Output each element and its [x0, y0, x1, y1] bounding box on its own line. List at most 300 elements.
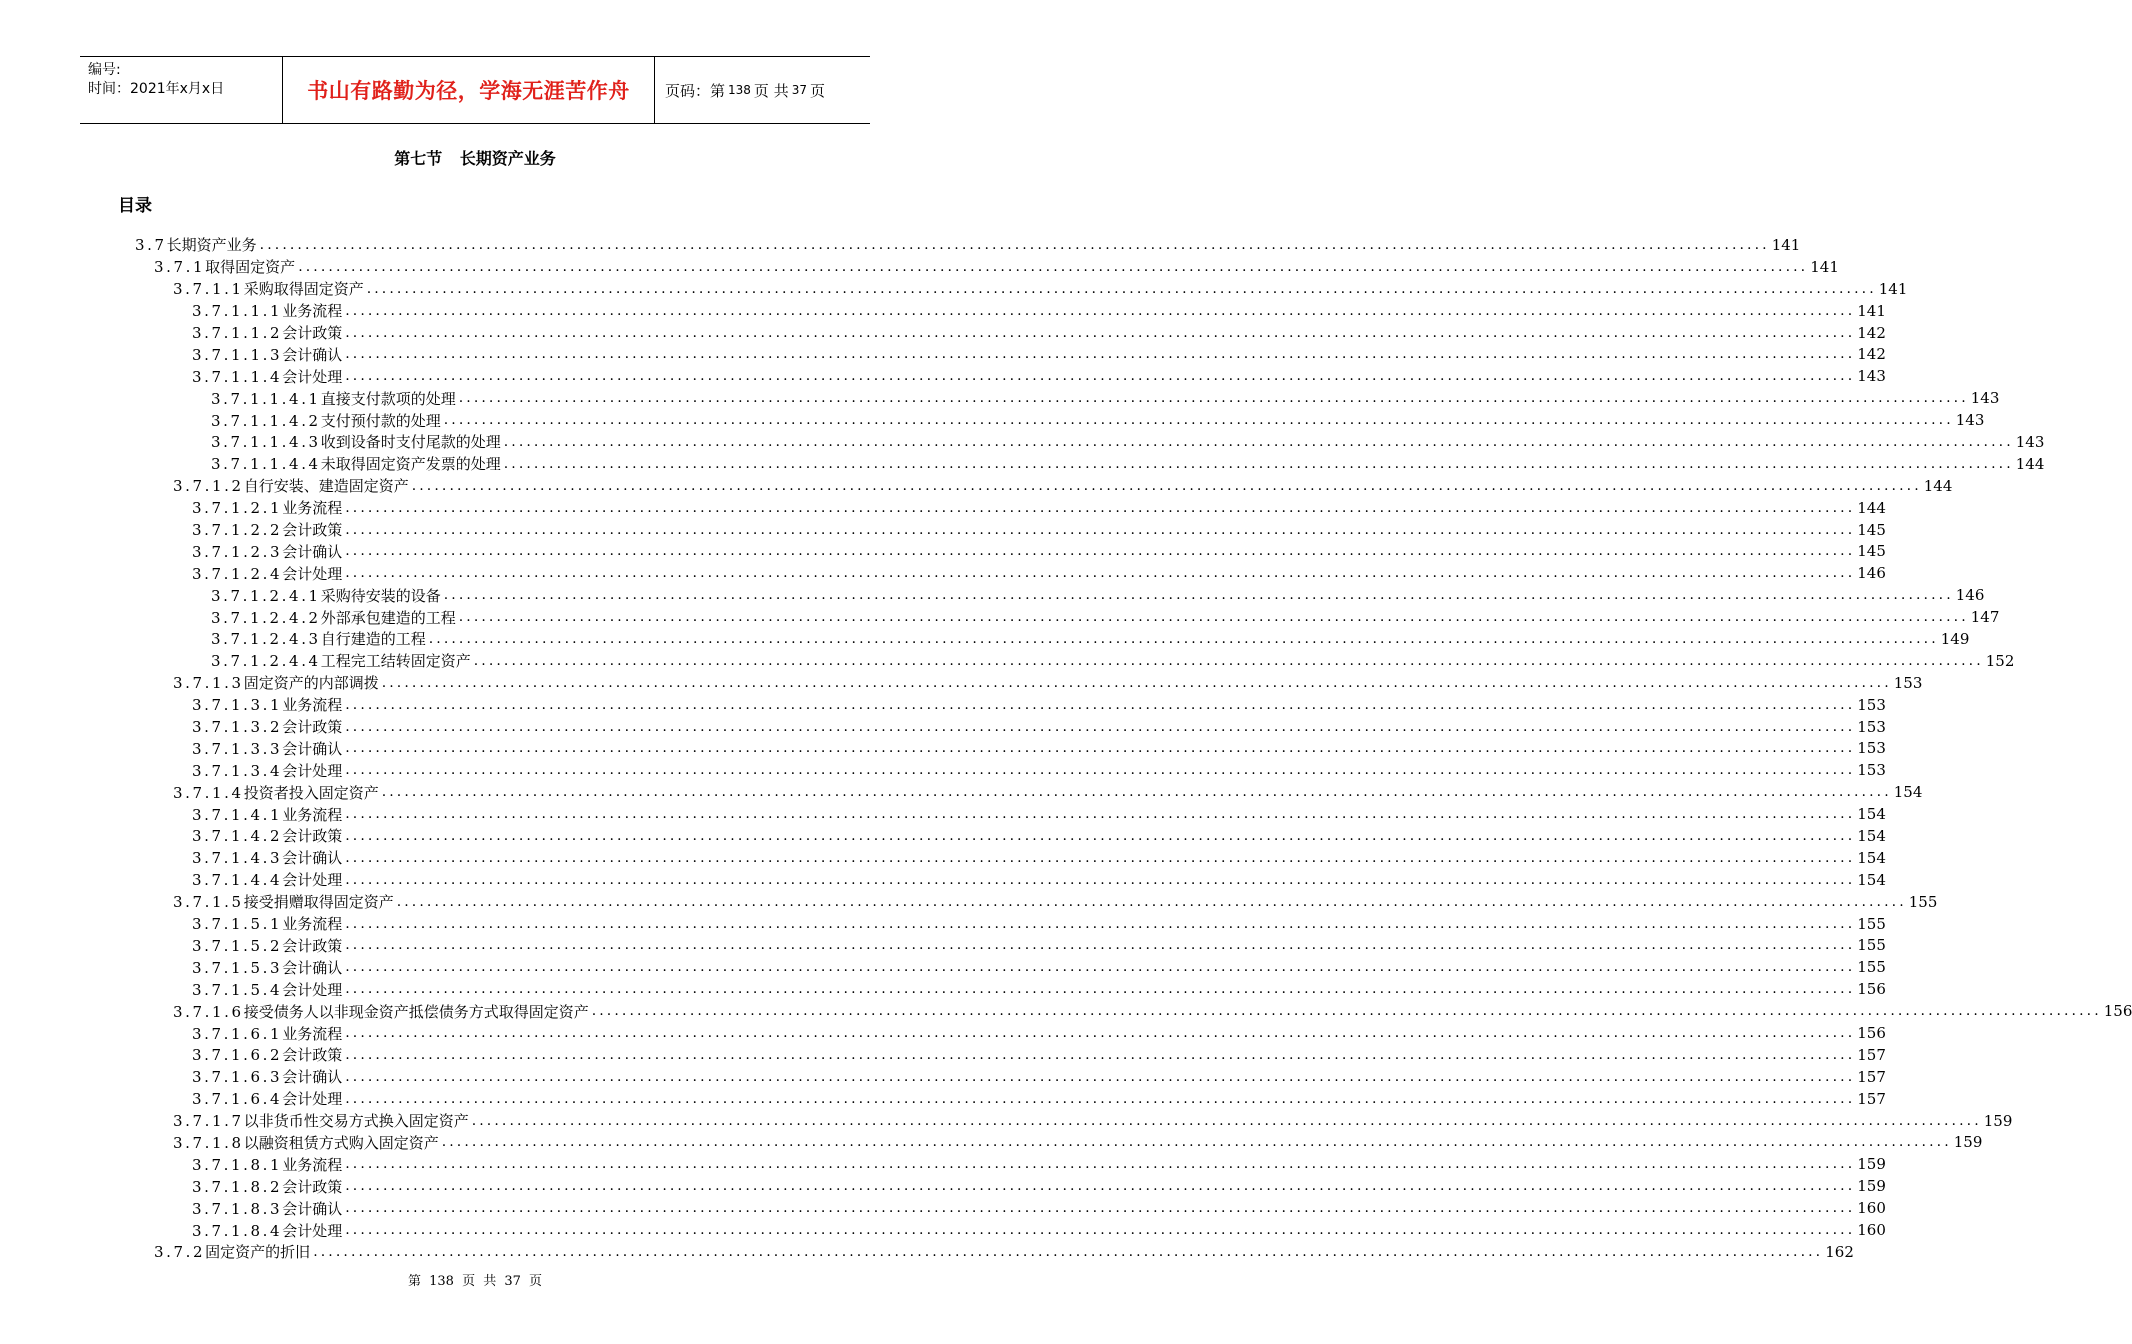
toc-entry-title: 业务流程 [282, 915, 343, 934]
toc-dot-leader: ........................................................................................................................................................................................................ [345, 1090, 1856, 1107]
document-number-label: 编号: [88, 62, 121, 78]
toc-entry-number: 3.7.1 [154, 258, 206, 277]
toc-entry-title: 会计处理 [282, 367, 343, 386]
toc-entry[interactable] [0, 322, 1886, 344]
toc-dot-leader: ........................................................................................................................................................................................................ [441, 1134, 1952, 1151]
toc-entry[interactable] [0, 1197, 1886, 1219]
toc-dot-leader: ........................................................................................................................................................................................................ [591, 1003, 2102, 1020]
toc-entry-title: 外部承包建造的工程 [320, 608, 456, 627]
toc-entry-title: 业务流程 [282, 805, 343, 824]
header-motto: 书山有路勤为径，学海无涯苦作舟 [283, 57, 655, 123]
toc-entry-label [192, 519, 343, 540]
toc-entry-number: 3.7.1.6.4 [192, 1090, 283, 1109]
toc-entry-number: 3.7.1.8.1 [192, 1155, 283, 1174]
toc-entry-title: 业务流程 [282, 1155, 343, 1174]
toc-entry-title: 会计处理 [282, 871, 343, 890]
toc-entry-title: 会计确认 [282, 958, 343, 977]
toc-dot-leader: ........................................................................................................................................................................................................ [345, 1068, 1856, 1085]
toc-entry[interactable] [0, 343, 1886, 365]
toc-entry-page: 147 [1970, 608, 2000, 627]
toc-dot-leader: ........................................................................................................................................................................................................ [298, 258, 1809, 275]
toc-entry-title: 长期资产业务 [166, 236, 257, 255]
toc-dot-leader: ........................................................................................................................................................................................................ [345, 718, 1856, 735]
toc-entry[interactable] [0, 300, 1886, 322]
toc-entry-label [192, 847, 343, 868]
toc-entry[interactable] [0, 825, 1886, 847]
toc-entry-number: 3.7.1.4.1 [192, 805, 283, 824]
toc-entry-label [173, 782, 380, 803]
toc-entry-number: 3.7.1.1.4.2 [211, 411, 321, 430]
toc-entry-label [192, 804, 343, 825]
toc-entry-title: 采购取得固定资产 [243, 280, 364, 299]
toc-dot-leader: ........................................................................................................................................................................................................ [345, 959, 1856, 976]
toc-entry-page: 160 [1857, 1199, 1886, 1218]
toc-entry-title: 会计政策 [282, 718, 343, 737]
toc-entry[interactable] [0, 1044, 1886, 1066]
toc-entry-title: 取得固定资产 [205, 258, 296, 277]
toc-entry-label [154, 256, 296, 277]
toc-entry-page: 157 [1857, 1045, 1886, 1064]
toc-entry-number: 3.7.1.3.4 [192, 761, 283, 780]
toc-entry-number: 3.7.1.1.4 [192, 367, 283, 386]
toc-entry-number: 3.7.1.4.3 [192, 849, 283, 868]
toc-entry-label [211, 607, 457, 628]
toc-dot-leader: ........................................................................................................................................................................................................ [381, 784, 1892, 801]
toc-entry-title: 固定资产的内部调拨 [243, 674, 379, 693]
toc-entry-label [211, 431, 502, 452]
footer-current: 138 [429, 1274, 454, 1289]
toc-entry-page: 142 [1857, 345, 1886, 364]
toc-entry[interactable] [0, 803, 1886, 825]
toc-entry-title: 以融资租赁方式购入固定资产 [243, 1133, 439, 1152]
toc-dot-leader: ........................................................................................................................................................................................................ [345, 981, 1856, 998]
toc-entry-number: 3.7.1.1.4.3 [211, 433, 321, 452]
toc-entry-title: 固定资产的折旧 [205, 1243, 311, 1262]
toc-entry-title: 投资者投入固定资产 [243, 783, 379, 802]
toc-entry-title: 直接支付款项的处理 [320, 389, 456, 408]
toc-entry-label [211, 628, 427, 649]
toc-dot-leader: ........................................................................................................................................................................................................ [503, 433, 2014, 450]
toc-dot-leader: ........................................................................................................................................................................................................ [345, 762, 1856, 779]
toc-entry[interactable] [0, 650, 2015, 672]
toc-entry-title: 业务流程 [282, 696, 343, 715]
toc-dot-leader: ........................................................................................................................................................................................................ [345, 1200, 1856, 1217]
toc-entry-page: 156 [2103, 1002, 2132, 1021]
toc-entry-title: 业务流程 [282, 302, 343, 321]
toc-entry-page: 141 [1771, 235, 1801, 254]
toc-dot-leader: ........................................................................................................................................................................................................ [345, 1156, 1856, 1173]
toc-entry[interactable] [0, 475, 1953, 497]
toc-entry-page: 155 [1857, 914, 1886, 933]
toc-entry-page: 142 [1857, 323, 1886, 342]
toc-entry[interactable] [0, 409, 1985, 431]
toc-entry-number: 3.7.1.8 [173, 1133, 244, 1152]
toc-entry-page: 157 [1857, 1089, 1886, 1108]
toc-entry-page: 143 [1857, 367, 1886, 386]
toc-entry[interactable] [0, 497, 1886, 519]
toc-entry-number: 3.7.1.6.1 [192, 1024, 283, 1043]
page-prefix: 页码：第 [665, 81, 726, 100]
toc-entry-number: 3.7.1.4.2 [192, 827, 283, 846]
toc-entry-title: 未取得固定资产发票的处理 [320, 455, 501, 474]
page-footer [0, 1270, 950, 1289]
page-current: 138 [728, 83, 751, 97]
toc-dot-leader: ........................................................................................................................................................................................................ [381, 674, 1892, 691]
toc-entry-page: 154 [1857, 848, 1886, 867]
toc-entry-number: 3.7.1.1.4.4 [211, 455, 321, 474]
header-page-info [655, 57, 870, 123]
toc-entry-label [211, 650, 472, 671]
toc-entry-page: 154 [1893, 783, 1923, 802]
toc-entry-page: 156 [1857, 1024, 1886, 1042]
toc-entry-number: 3.7.1.1.3 [192, 345, 283, 364]
toc-entry-label [192, 935, 343, 956]
toc-entry-page: 159 [1857, 1155, 1886, 1174]
toc-dot-leader: ........................................................................................................................................................................................................ [345, 1025, 1856, 1041]
toc-entry-number: 3.7.1.2.4 [192, 564, 283, 583]
toc-entry[interactable] [0, 453, 2045, 475]
toc-entry-label [173, 891, 395, 912]
toc-entry-page: 153 [1857, 761, 1886, 780]
toc-entry[interactable] [0, 978, 1886, 1000]
toc-entry[interactable] [0, 234, 1801, 256]
toc-entry-page: 152 [1985, 651, 2015, 670]
toc-dot-leader: ........................................................................................................................................................................................................ [345, 937, 1856, 954]
toc-dot-leader: ........................................................................................................................................................................................................ [411, 477, 1922, 494]
toc-title: 目录 [118, 196, 152, 216]
toc-dot-leader: ........................................................................................................................................................................................................ [345, 849, 1856, 866]
toc-entry[interactable] [0, 891, 1938, 913]
toc-entry-label [192, 957, 343, 978]
toc-entry-title: 会计政策 [282, 827, 343, 846]
toc-dot-leader: ........................................................................................................................................................................................................ [345, 368, 1856, 385]
toc-entry-page: 143 [1970, 389, 2000, 408]
toc-entry[interactable] [0, 1088, 1886, 1110]
table-of-contents [0, 234, 2132, 1263]
toc-entry-number: 3.7.1.4.4 [192, 871, 283, 890]
toc-entry-number: 3.7.1.3.1 [192, 696, 283, 715]
toc-entry-page: 155 [1908, 892, 1938, 911]
toc-dot-leader: ........................................................................................................................................................................................................ [503, 455, 2014, 472]
toc-dot-leader: ........................................................................................................................................................................................................ [345, 324, 1856, 341]
toc-entry[interactable] [0, 1175, 1886, 1197]
toc-dot-leader: ........................................................................................................................................................................................................ [345, 1222, 1856, 1239]
toc-entry-label [192, 1023, 343, 1044]
toc-entry-page: 149 [1940, 629, 1970, 648]
toc-entry-title: 会计处理 [282, 980, 343, 999]
toc-entry-label [192, 913, 343, 934]
toc-entry[interactable] [0, 694, 1886, 716]
toc-entry-number: 3.7.1.6.3 [192, 1068, 283, 1087]
toc-entry-page: 153 [1857, 717, 1886, 736]
toc-entry-title: 以非货币性交易方式换入固定资产 [243, 1112, 469, 1131]
toc-entry-title: 会计确认 [282, 849, 343, 868]
toc-entry-title: 会计处理 [282, 1221, 343, 1240]
toc-entry[interactable] [0, 519, 1886, 541]
toc-entry-number: 3.7.1.8.4 [192, 1221, 283, 1240]
toc-entry-page: 144 [2015, 454, 2045, 473]
toc-entry-label [192, 541, 343, 562]
toc-entry-number: 3.7.1.4 [173, 783, 244, 802]
toc-dot-leader: ........................................................................................................................................................................................................ [428, 630, 1939, 647]
toc-entry-page: 155 [1857, 936, 1886, 955]
toc-entry-page: 159 [1953, 1133, 1983, 1152]
toc-entry-page: 154 [1857, 805, 1886, 824]
toc-entry-page: 154 [1857, 870, 1886, 889]
page-suffix: 页 [809, 81, 825, 100]
toc-entry-number: 3.7.1.2.3 [192, 542, 283, 561]
toc-dot-leader: ........................................................................................................................................................................................................ [443, 587, 1954, 604]
toc-entry[interactable] [0, 562, 1886, 584]
toc-entry-number: 3.7.1.1.4.1 [211, 389, 321, 408]
toc-dot-leader: ........................................................................................................................................................................................................ [366, 280, 1877, 297]
toc-entry-page: 143 [1955, 411, 1985, 430]
toc-dot-leader: ........................................................................................................................................................................................................ [345, 499, 1856, 516]
toc-entry-label [211, 410, 442, 431]
page-total: 37 [791, 83, 807, 97]
toc-entry[interactable] [0, 935, 1886, 957]
toc-entry-title: 采购待安装的设备 [320, 586, 441, 605]
toc-entry-label [173, 1110, 470, 1131]
page-mid: 页 共 [753, 81, 789, 100]
section-title: 第七节 长期资产业务 [394, 149, 556, 168]
toc-entry-label [192, 825, 343, 846]
toc-dot-leader: ........................................................................................................................................................................................................ [345, 915, 1856, 932]
toc-entry-title: 业务流程 [282, 1024, 343, 1043]
toc-dot-leader: ........................................................................................................................................................................................................ [471, 1112, 1982, 1129]
toc-entry-label [192, 1044, 343, 1065]
toc-entry-title: 会计确认 [282, 1068, 343, 1087]
toc-entry-title: 会计确认 [282, 739, 343, 758]
toc-entry-number: 3.7.1.2 [173, 477, 244, 496]
toc-dot-leader: ........................................................................................................................................................................................................ [345, 346, 1856, 363]
toc-entry-title: 会计确认 [282, 1199, 343, 1218]
toc-entry-number: 3.7.1.2.1 [192, 499, 283, 518]
toc-entry-title: 会计政策 [282, 1177, 343, 1196]
toc-entry-label [192, 300, 343, 321]
footer-suffix: 页 [529, 1274, 543, 1289]
toc-entry-label [192, 694, 343, 715]
toc-entry[interactable] [0, 1110, 2013, 1132]
toc-entry-label [192, 869, 343, 890]
toc-entry[interactable] [0, 387, 2000, 409]
toc-dot-leader: ........................................................................................................................................................................................................ [458, 609, 1969, 626]
toc-entry-number: 3.7.1.2.4.3 [211, 630, 321, 649]
toc-entry-page: 153 [1893, 673, 1923, 692]
toc-entry-number: 3.7.1.1.2 [192, 324, 283, 342]
toc-entry-title: 会计确认 [282, 542, 343, 561]
toc-entry-title: 工程完工结转固定资产 [320, 652, 471, 671]
toc-entry-label [154, 1241, 311, 1262]
toc-entry[interactable] [0, 1153, 1886, 1175]
toc-dot-leader: ........................................................................................................................................................................................................ [458, 390, 1969, 407]
toc-entry-title: 接受债务人以非现金资产抵偿债务方式取得固定资产 [243, 1002, 589, 1021]
toc-entry-page: 143 [2015, 432, 2045, 451]
toc-entry-label [192, 1066, 343, 1087]
toc-entry-number: 3.7.1.8.2 [192, 1177, 283, 1196]
toc-entry-title: 会计确认 [282, 345, 343, 364]
toc-dot-leader: ........................................................................................................................................................................................................ [473, 652, 1984, 669]
toc-entry-title: 业务流程 [282, 499, 343, 518]
toc-dot-leader: ........................................................................................................................................................................................................ [345, 521, 1856, 538]
toc-entry-title: 会计政策 [282, 521, 343, 540]
toc-entry-number: 3.7.2 [154, 1243, 206, 1262]
toc-entry-page: 145 [1857, 542, 1886, 561]
toc-entry[interactable] [0, 1132, 1983, 1154]
toc-dot-leader: ........................................................................................................................................................................................................ [259, 236, 1770, 253]
toc-entry-page: 162 [1825, 1242, 1854, 1261]
footer-mid: 页 共 [462, 1274, 497, 1289]
toc-entry-page: 141 [1857, 301, 1886, 320]
toc-entry-number: 3.7.1.5.1 [192, 915, 283, 934]
toc-entry-page: 157 [1857, 1067, 1886, 1086]
toc-entry-page: 155 [1857, 958, 1886, 977]
toc-entry-page: 145 [1857, 520, 1886, 539]
toc-entry-title: 会计政策 [282, 936, 343, 955]
toc-entry-label [192, 1154, 343, 1175]
toc-entry[interactable] [0, 256, 1839, 278]
footer-total: 37 [504, 1274, 521, 1289]
toc-entry-number: 3.7.1.5.4 [192, 980, 283, 999]
toc-entry[interactable] [0, 672, 1923, 694]
toc-entry-number: 3.7.1.5.2 [192, 936, 283, 955]
toc-entry-number: 3.7.1.2.4.2 [211, 608, 321, 627]
toc-entry-number: 3.7.1.2.2 [192, 521, 283, 540]
toc-dot-leader: ........................................................................................................................................................................................................ [313, 1243, 1824, 1260]
toc-entry[interactable] [0, 606, 2000, 628]
toc-dot-leader: ........................................................................................................................................................................................................ [345, 696, 1856, 713]
toc-entry[interactable] [0, 716, 1886, 738]
toc-entry-title: 支付预付款的处理 [320, 411, 441, 430]
toc-dot-leader: ........................................................................................................................................................................................................ [345, 302, 1856, 319]
toc-entry[interactable] [0, 584, 1985, 606]
toc-entry-label [173, 672, 380, 693]
toc-entry-page: 153 [1857, 695, 1886, 714]
toc-entry[interactable] [0, 431, 2045, 453]
toc-entry[interactable] [0, 847, 1886, 869]
toc-entry-page: 153 [1857, 739, 1886, 758]
toc-entry-title: 收到设备时支付尾款的处理 [320, 433, 501, 452]
toc-entry[interactable] [0, 1022, 1886, 1044]
toc-dot-leader: ........................................................................................................................................................................................................ [345, 740, 1856, 757]
toc-entry-label [211, 585, 442, 606]
toc-entry-page: 144 [1857, 498, 1886, 517]
toc-entry-page: 156 [1857, 980, 1886, 999]
toc-entry-page: 146 [1955, 586, 1985, 605]
toc-entry[interactable] [0, 365, 1886, 387]
toc-entry-label [192, 497, 343, 518]
toc-entry-number: 3.7.1.8.3 [192, 1199, 283, 1218]
toc-entry-page: 159 [1857, 1177, 1886, 1196]
toc-dot-leader: ........................................................................................................................................................................................................ [345, 827, 1856, 844]
toc-entry[interactable] [0, 1066, 1886, 1088]
toc-entry-number: 3.7.1.3 [173, 674, 244, 693]
toc-entry-label [192, 979, 343, 1000]
toc-entry-number: 3.7.1.1.1 [192, 302, 283, 321]
toc-dot-leader: ........................................................................................................................................................................................................ [443, 412, 1954, 429]
toc-entry[interactable] [0, 737, 1886, 759]
toc-entry-title: 自行建造的工程 [320, 630, 426, 649]
toc-entry-number: 3.7.1.6 [173, 1002, 244, 1021]
toc-entry-label [192, 366, 343, 387]
page-header [80, 56, 870, 124]
toc-dot-leader: ........................................................................................................................................................................................................ [396, 893, 1907, 910]
toc-entry-label [192, 1198, 343, 1219]
toc-entry-page: 144 [1923, 476, 1953, 495]
toc-entry-label [173, 475, 410, 496]
toc-entry[interactable] [0, 781, 1923, 803]
toc-entry-number: 3.7.1.3.3 [192, 739, 283, 758]
toc-entry-number: 3.7.1.5.3 [192, 958, 283, 977]
toc-entry-title: 会计处理 [282, 761, 343, 780]
toc-entry[interactable] [0, 869, 1886, 891]
toc-entry-page: 141 [1810, 257, 1839, 276]
toc-entry-page: 146 [1857, 564, 1886, 583]
toc-entry-number: 3.7.1.7 [173, 1112, 244, 1131]
toc-entry-page: 159 [1983, 1111, 2013, 1130]
toc-entry[interactable] [0, 540, 1886, 562]
toc-entry[interactable] [0, 759, 1886, 781]
toc-entry-label [192, 716, 343, 737]
toc-entry[interactable] [0, 278, 1908, 300]
toc-entry-page: 154 [1857, 826, 1886, 845]
toc-dot-leader: ........................................................................................................................................................................................................ [345, 806, 1856, 823]
toc-entry-number: 3.7.1.2.4.1 [211, 586, 321, 605]
toc-entry-number: 3.7.1.2.4.4 [211, 652, 321, 671]
toc-entry-label [173, 1132, 440, 1153]
toc-entry-number: 3.7.1.6.2 [192, 1046, 283, 1065]
toc-entry-title: 接受捐赠取得固定资产 [243, 893, 394, 912]
toc-entry[interactable] [0, 956, 1886, 978]
toc-entry-number: 3.7 [135, 236, 167, 255]
toc-entry-number: 3.7.1.5 [173, 893, 244, 912]
toc-entry-number: 3.7.1.3.2 [192, 718, 283, 737]
toc-entry-label [192, 563, 343, 584]
toc-entry-label [192, 738, 343, 759]
toc-entry-label [135, 234, 258, 255]
header-meta [80, 57, 283, 123]
toc-entry-title: 会计政策 [282, 1046, 343, 1065]
toc-entry[interactable] [0, 913, 1886, 935]
toc-entry-label [173, 278, 365, 299]
toc-entry-label [192, 1220, 343, 1241]
toc-entry[interactable] [0, 1241, 1854, 1263]
toc-entry-label [173, 1001, 590, 1022]
document-time-label: 时间：2021年x月x日 [88, 81, 225, 97]
toc-dot-leader: ........................................................................................................................................................................................................ [345, 543, 1856, 560]
toc-entry[interactable] [0, 628, 1970, 650]
toc-entry-label [192, 1088, 343, 1109]
toc-entry-label [211, 388, 457, 409]
toc-entry-label [192, 344, 343, 365]
toc-entry-label [211, 453, 502, 474]
toc-entry-number: 3.7.1.1 [173, 280, 244, 299]
toc-entry-title: 会计处理 [282, 564, 343, 583]
toc-dot-leader: ........................................................................................................................................................................................................ [345, 1046, 1856, 1063]
toc-entry-label [192, 322, 343, 343]
toc-entry-label [192, 760, 343, 781]
toc-entry-page: 160 [1857, 1221, 1886, 1240]
toc-entry-page: 141 [1878, 279, 1908, 298]
toc-entry[interactable] [0, 1219, 1886, 1241]
toc-entry[interactable] [0, 1000, 2132, 1022]
toc-entry-title: 自行安装、建造固定资产 [243, 477, 409, 496]
toc-dot-leader: ........................................................................................................................................................................................................ [345, 565, 1856, 582]
toc-entry-label [192, 1176, 343, 1197]
footer-prefix: 第 [407, 1274, 421, 1289]
toc-dot-leader: ........................................................................................................................................................................................................ [345, 1178, 1856, 1195]
toc-entry-title: 会计处理 [282, 1090, 343, 1109]
